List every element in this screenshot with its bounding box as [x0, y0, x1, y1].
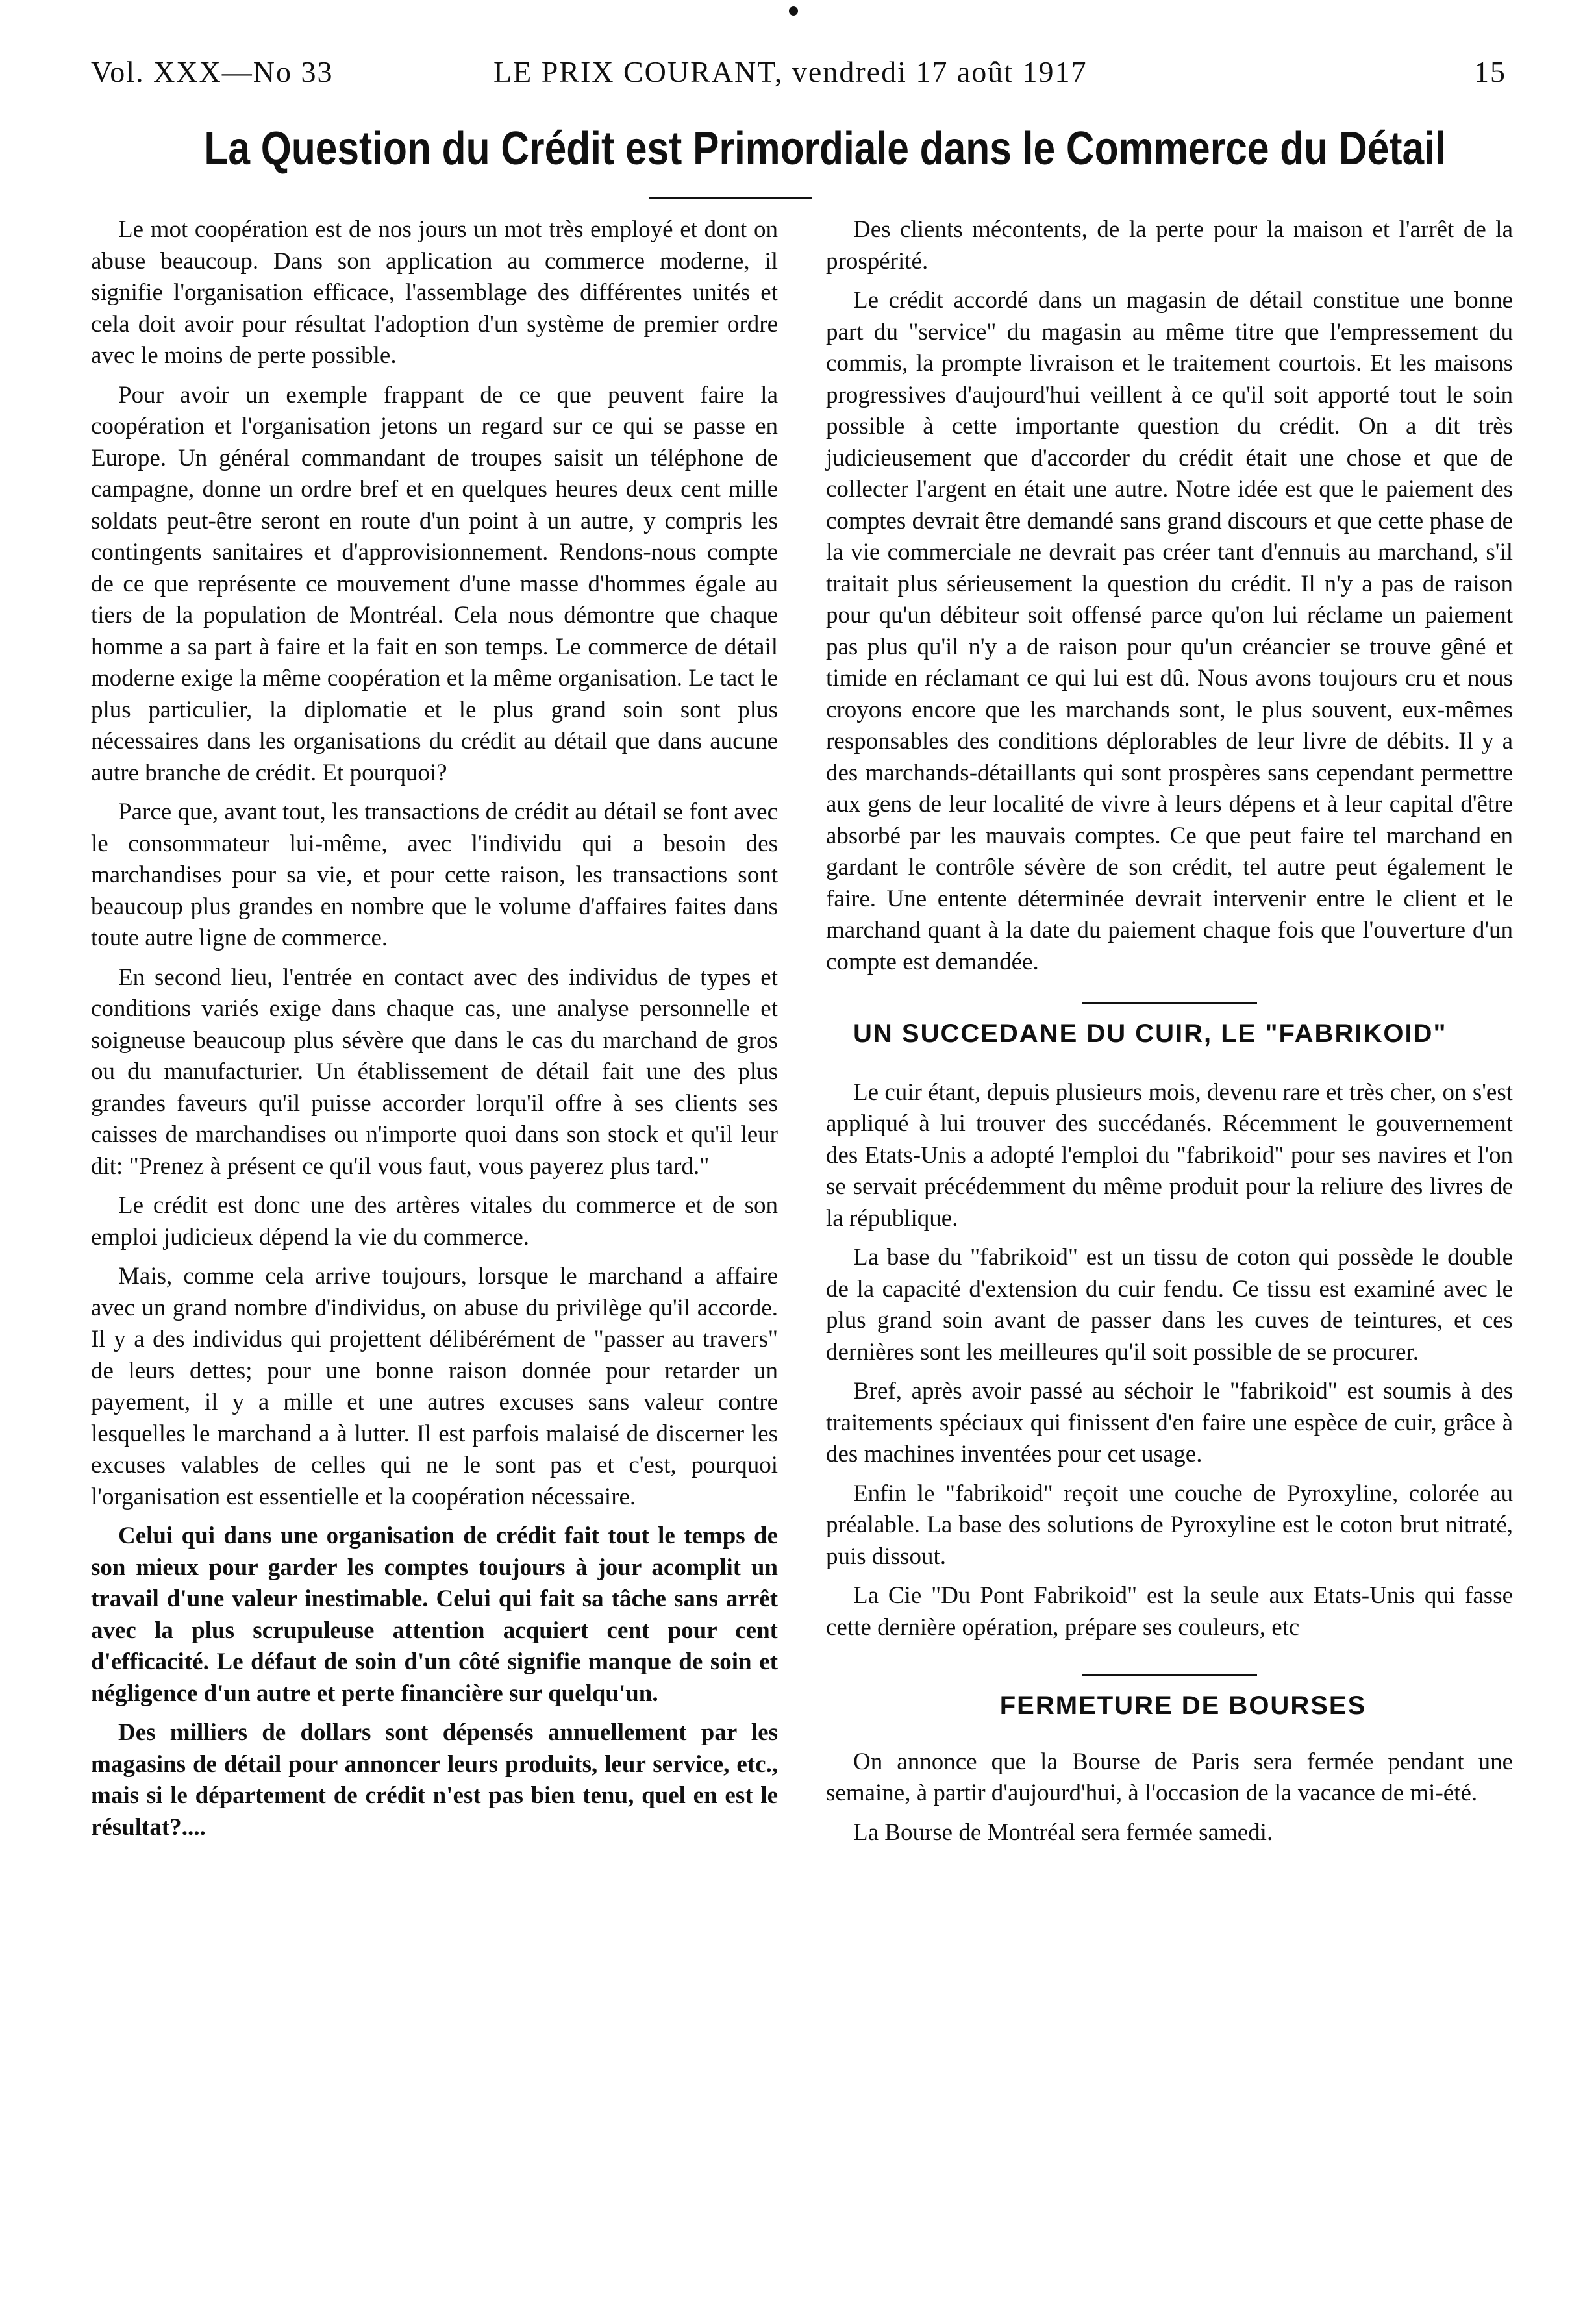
fabrikoid-paragraph: La Cie "Du Pont Fabrikoid" est la seule aux Etats-Unis qui fasse cette dernière opération, prépare ses couleurs, etc — [826, 1582, 1513, 1641]
article-paragraph: Des milliers de dollars sont dépensés annuellement par les magasins de détail pour annoncer leurs produits, leur service, etc., mais si le département de crédit n'est pas bien tenu, quel en est le résultat?.... — [91, 1719, 778, 1841]
article-paragraph: Mais, comme cela arrive toujours, lorsque le marchand a affaire avec un grand nombre d'individus, on abuse du privilège qu'il accorde. Il y a des individus qui projettent délibérément de "passer au travers" de leurs dettes; pour une bonne raison donnée pour retarder un payement, il y a mille et une autres excuses sans valeur contre lesquelles le marchand a à lutter. Il est parfois malaisé de discerner les excuses valables de celles qui ne le sont pas et c'est, pourquoi l'organisation est essentielle et la coopération nécessaire. — [91, 1263, 778, 1510]
bourses-paragraph: On annonce que la Bourse de Paris sera fermée pendant une semaine, à partir d'aujourd'hui, à l'occasion de la vacance de mi-été. — [826, 1748, 1513, 1806]
fabrikoid-paragraph: Le cuir étant, depuis plusieurs mois, devenu rare et très cher, on s'est appliqué à lui trouver des succédanés. Récemment le gouvernement des Etats-Unis a adopté l'emploi du "fabrikoid" pour ses navires et l'on se servait précédemment du même produit pour la reliure des livres de la république. — [826, 1078, 1513, 1232]
running-header — [91, 55, 1506, 100]
article-paragraph: Le crédit accordé dans un magasin de détail constitue une bonne part du "service" du magasin au même titre que l'empressement du commis, la prompte livraison et le traitement courtois. Et les maisons progressives d'aujourd'hui veillent à ce qu'il soit apporté tout le soin possible à cette importante question du crédit. On a dit très judicieusement que d'accorder du crédit était une chose et que de collecter l'argent en était une autre. Notre idée est que le paiement des comptes devrait être demandé sans grand discours et que cette phase de la vie commerciale ne devrait pas créer tant d'ennuis au marchand, s'il traitait plus sérieusement la question du crédit. Il n'y a pas de raison pour qu'un débiteur soit offensé parce qu'on lui réclame un paiement pas plus qu'il n'y a de raison pour qu'un créancier se trouve gêné et timide en réclamant ce qui lui est dû. Nous avons toujours cru et nous croyons encore que les marchands sont, le plus souvent, eux-mêmes responsables des conditions déplorables de leur livre de débits. Il y a des marchands-détaillants qui sont prospères sans cependant permettre aux gens de leur localité de vivre à leurs dépens et à leur capital d'être absorbé par les mauvais comptes. Ce que peut faire tel marchand en gardant le contrôle sévère de son crédit, tel autre peut également le faire. Une entente déterminée devrait intervenir entre le client et le marchand quant à la date du paiement chaque fois que l'ouverture d'un compte est demandée. — [826, 287, 1513, 975]
article-right-column — [826, 214, 1513, 1856]
fabrikoid-paragraph: La base du "fabrikoid" est un tissu de coton qui possède le double de la capacité d'extension du cuir fendu. Ce tissu est examiné avec le plus grand soin avant de passer dans les cuves de teintures, et ces dernières sont les meilleures qu'il soit possible de se procurer. — [826, 1244, 1513, 1365]
fabrikoid-paragraph: Enfin le "fabrikoid" reçoit une couche de Pyroxyline, colorée au préalable. La base des solutions de Pyroxyline est le coton brut nitraté, puis dissout. — [826, 1480, 1513, 1570]
headline-rule — [649, 197, 812, 199]
volume-number: Vol. XXX—No 33 — [91, 55, 334, 88]
article-left-column — [91, 214, 778, 1851]
fabrikoid-paragraph: Bref, après avoir passé au séchoir le "fabrikoid" est soumis à des traitements spéciaux qui finissent d'en faire une espèce de cuir, grâce à des machines inventées pour cet usage. — [826, 1378, 1513, 1467]
article-paragraph: Le crédit est donc une des artères vitales du commerce et de son emploi judicieux dépend la vie du commerce. — [91, 1192, 778, 1250]
article-paragraph: En second lieu, l'entrée en contact avec des individus de types et conditions variés exige dans chaque cas, une analyse personnelle et soigneuse beaucoup plus sévère que dans le cas du marchand de gros ou du manufacturier. Un établissement de détail fait une des plus grandes faveurs qu'il puisse accorder lorqu'il offre à ses clients ses caisses de marchandises ou n'importe quoi dans son stock et qu'il leur dit: "Prenez à présent ce qu'il vous faut, vous payerez plus tard." — [91, 964, 778, 1180]
bourses-paragraph: La Bourse de Montréal sera fermée samedi. — [853, 1819, 1273, 1846]
article-paragraph: Celui qui dans une organisation de crédit fait tout le temps de son mieux pour garder les comptes toujours à jour acomplit un travail d'une valeur inestimable. Celui qui fait sa tâche sans arrêt avec la plus scrupuleuse attention acquiert cent pour cent d'efficacité. Le défaut de soin d'un côté signifie manque de soin et négligence d'un autre et perte financière sur quelqu'un. — [91, 1523, 778, 1707]
article-paragraph: Le mot coopération est de nos jours un mot très employé et dont on abuse beaucoup. Dans son application au commerce moderne, il signifie l'organisation efficace, l'assemblage des différentes unités et cela doit avoir pour résultat l'adoption d'un système de premier ordre avec le moins de perte possible. — [91, 216, 778, 369]
fabrikoid-heading: UN SUCCEDANE DU CUIR, LE "FABRIKOID" — [853, 1019, 1447, 1048]
page-dot — [789, 6, 798, 16]
article-paragraph: Parce que, avant tout, les transactions de crédit au détail se font avec le consommateur lui-même, avec l'individu qui a besoin des marchandises pour sa vie, et pour cette raison, les transactions sont beaucoup plus grandes en nombre que le volume d'affaires faites dans toute autre ligne de commerce. — [91, 799, 778, 951]
headline: La Question du Crédit est Primordiale dans le Commerce du Détail — [204, 123, 1446, 175]
page-number: 15 — [1474, 55, 1506, 88]
article-paragraph: Pour avoir un exemple frappant de ce que peuvent faire la coopération et l'organisation jetons un regard sur ce qui se passe en Europe. Un général commandant de troupes saisit un téléphone de campagne, donne un ordre bref et en quelques heures deux cent mille soldats peut-être seront en route d'un point à un autre, y compris les contingents sanitaires et d'approvisionnement. Rendons-nous compte de ce que représente ce mouvement d'une masse d'hommes égale au tiers de la population de Montréal. Cela nous démontre que chaque homme a sa part à faire et la fait en son temps. Le commerce de détail moderne exige la même coopération et la même organisation. Le tact le plus particulier, la diplomatie et le plus grand soin sont plus nécessaires dans les organisations du crédit au détail que dans aucune autre branche de crédit. Et pourquoi? — [91, 381, 778, 786]
article-paragraph: Des clients mécontents, de la perte pour la maison et l'arrêt de la prospérité. — [826, 216, 1513, 275]
masthead-date: LE PRIX COURANT, vendredi 17 août 1917 — [493, 55, 1088, 88]
bourses-heading: FERMETURE DE BOURSES — [999, 1691, 1367, 1720]
